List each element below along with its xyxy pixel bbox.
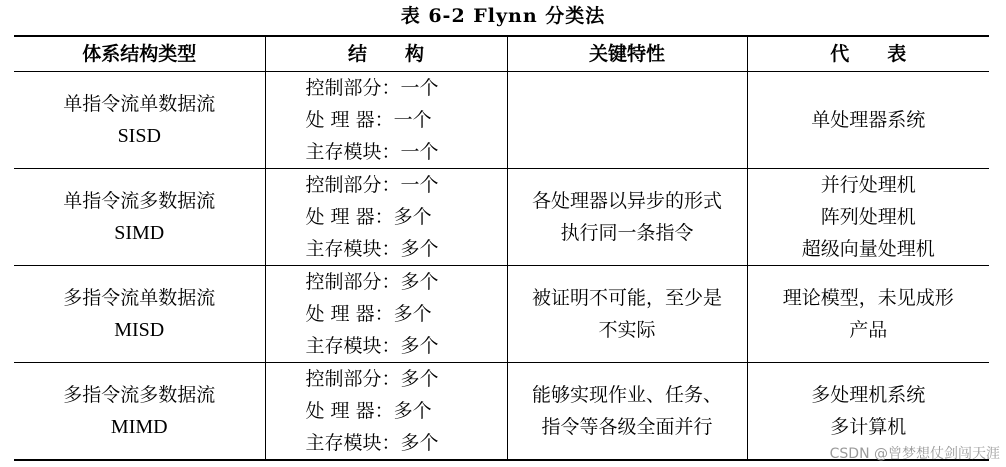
example-item: 多计算机 <box>830 416 907 438</box>
header-key-features: 关键特性 <box>507 36 747 72</box>
structure-memory: 主存模块：多个 <box>305 432 439 454</box>
structure-processor: 处 理 器：多个 <box>305 400 432 422</box>
example-item: 超级向量处理机 <box>801 238 935 260</box>
architecture-name-en: SISD <box>117 125 161 147</box>
examples-cell <box>747 169 989 266</box>
key-feature-cell <box>507 363 747 461</box>
flynn-classification-table <box>14 35 989 461</box>
architecture-type-cell <box>14 363 265 461</box>
architecture-name-en: MISD <box>114 319 165 341</box>
key-feature-cell <box>507 72 747 169</box>
structure-cell <box>265 266 507 363</box>
example-item: 理论模型，未见成形 <box>782 287 954 309</box>
examples-cell <box>747 72 989 169</box>
architecture-name-cn: 单指令流多数据流 <box>63 190 216 212</box>
structure-memory: 主存模块：多个 <box>305 238 439 260</box>
architecture-name-en: MIMD <box>110 416 168 438</box>
header-architecture-type: 体系结构类型 <box>14 36 265 72</box>
feature-line: 被证明不可能，至少是 <box>531 287 722 309</box>
structure-processor: 处 理 器：一个 <box>305 109 432 131</box>
architecture-type-cell <box>14 72 265 169</box>
architecture-name-cn: 单指令流单数据流 <box>63 93 216 115</box>
structure-memory: 主存模块：一个 <box>305 141 439 163</box>
table-row <box>14 266 989 363</box>
structure-control: 控制部分：一个 <box>305 174 439 196</box>
structure-cell <box>265 169 507 266</box>
key-feature-cell <box>507 266 747 363</box>
example-item: 阵列处理机 <box>820 206 916 228</box>
example-item: 并行处理机 <box>820 174 916 196</box>
feature-line: 指令等各级全面并行 <box>541 416 713 438</box>
feature-line: 不实际 <box>598 319 656 341</box>
structure-control: 控制部分：多个 <box>305 271 439 293</box>
table-row <box>14 72 989 169</box>
example-item: 多处理机系统 <box>811 384 926 406</box>
key-feature-cell <box>507 169 747 266</box>
architecture-name-en: SIMD <box>114 222 165 244</box>
header-row <box>14 36 989 72</box>
architecture-name-cn: 多指令流单数据流 <box>63 287 216 309</box>
header-structure: 结 构 <box>265 36 507 72</box>
feature-line: 能够实现作业、任务、 <box>531 384 722 406</box>
structure-cell <box>265 72 507 169</box>
header-examples: 代 表 <box>747 36 989 72</box>
example-item: 产品 <box>849 319 888 341</box>
feature-line: 各处理器以异步的形式 <box>531 190 722 212</box>
structure-processor: 处 理 器：多个 <box>305 303 432 325</box>
structure-memory: 主存模块：多个 <box>305 335 439 357</box>
feature-line: 执行同一条指令 <box>560 222 694 244</box>
table-row <box>14 169 989 266</box>
example-item: 单处理器系统 <box>811 109 926 131</box>
architecture-name-cn: 多指令流多数据流 <box>63 384 216 406</box>
table-caption: 表 6-2 Flynn 分类法 <box>400 5 606 27</box>
architecture-type-cell <box>14 169 265 266</box>
structure-processor: 处 理 器：多个 <box>305 206 432 228</box>
architecture-type-cell <box>14 266 265 363</box>
structure-control: 控制部分：多个 <box>305 368 439 390</box>
structure-control: 控制部分：一个 <box>305 77 439 99</box>
structure-cell <box>265 363 507 461</box>
examples-cell <box>747 266 989 363</box>
watermark: CSDN @曾梦想仗剑闯天涯 <box>829 446 1000 462</box>
